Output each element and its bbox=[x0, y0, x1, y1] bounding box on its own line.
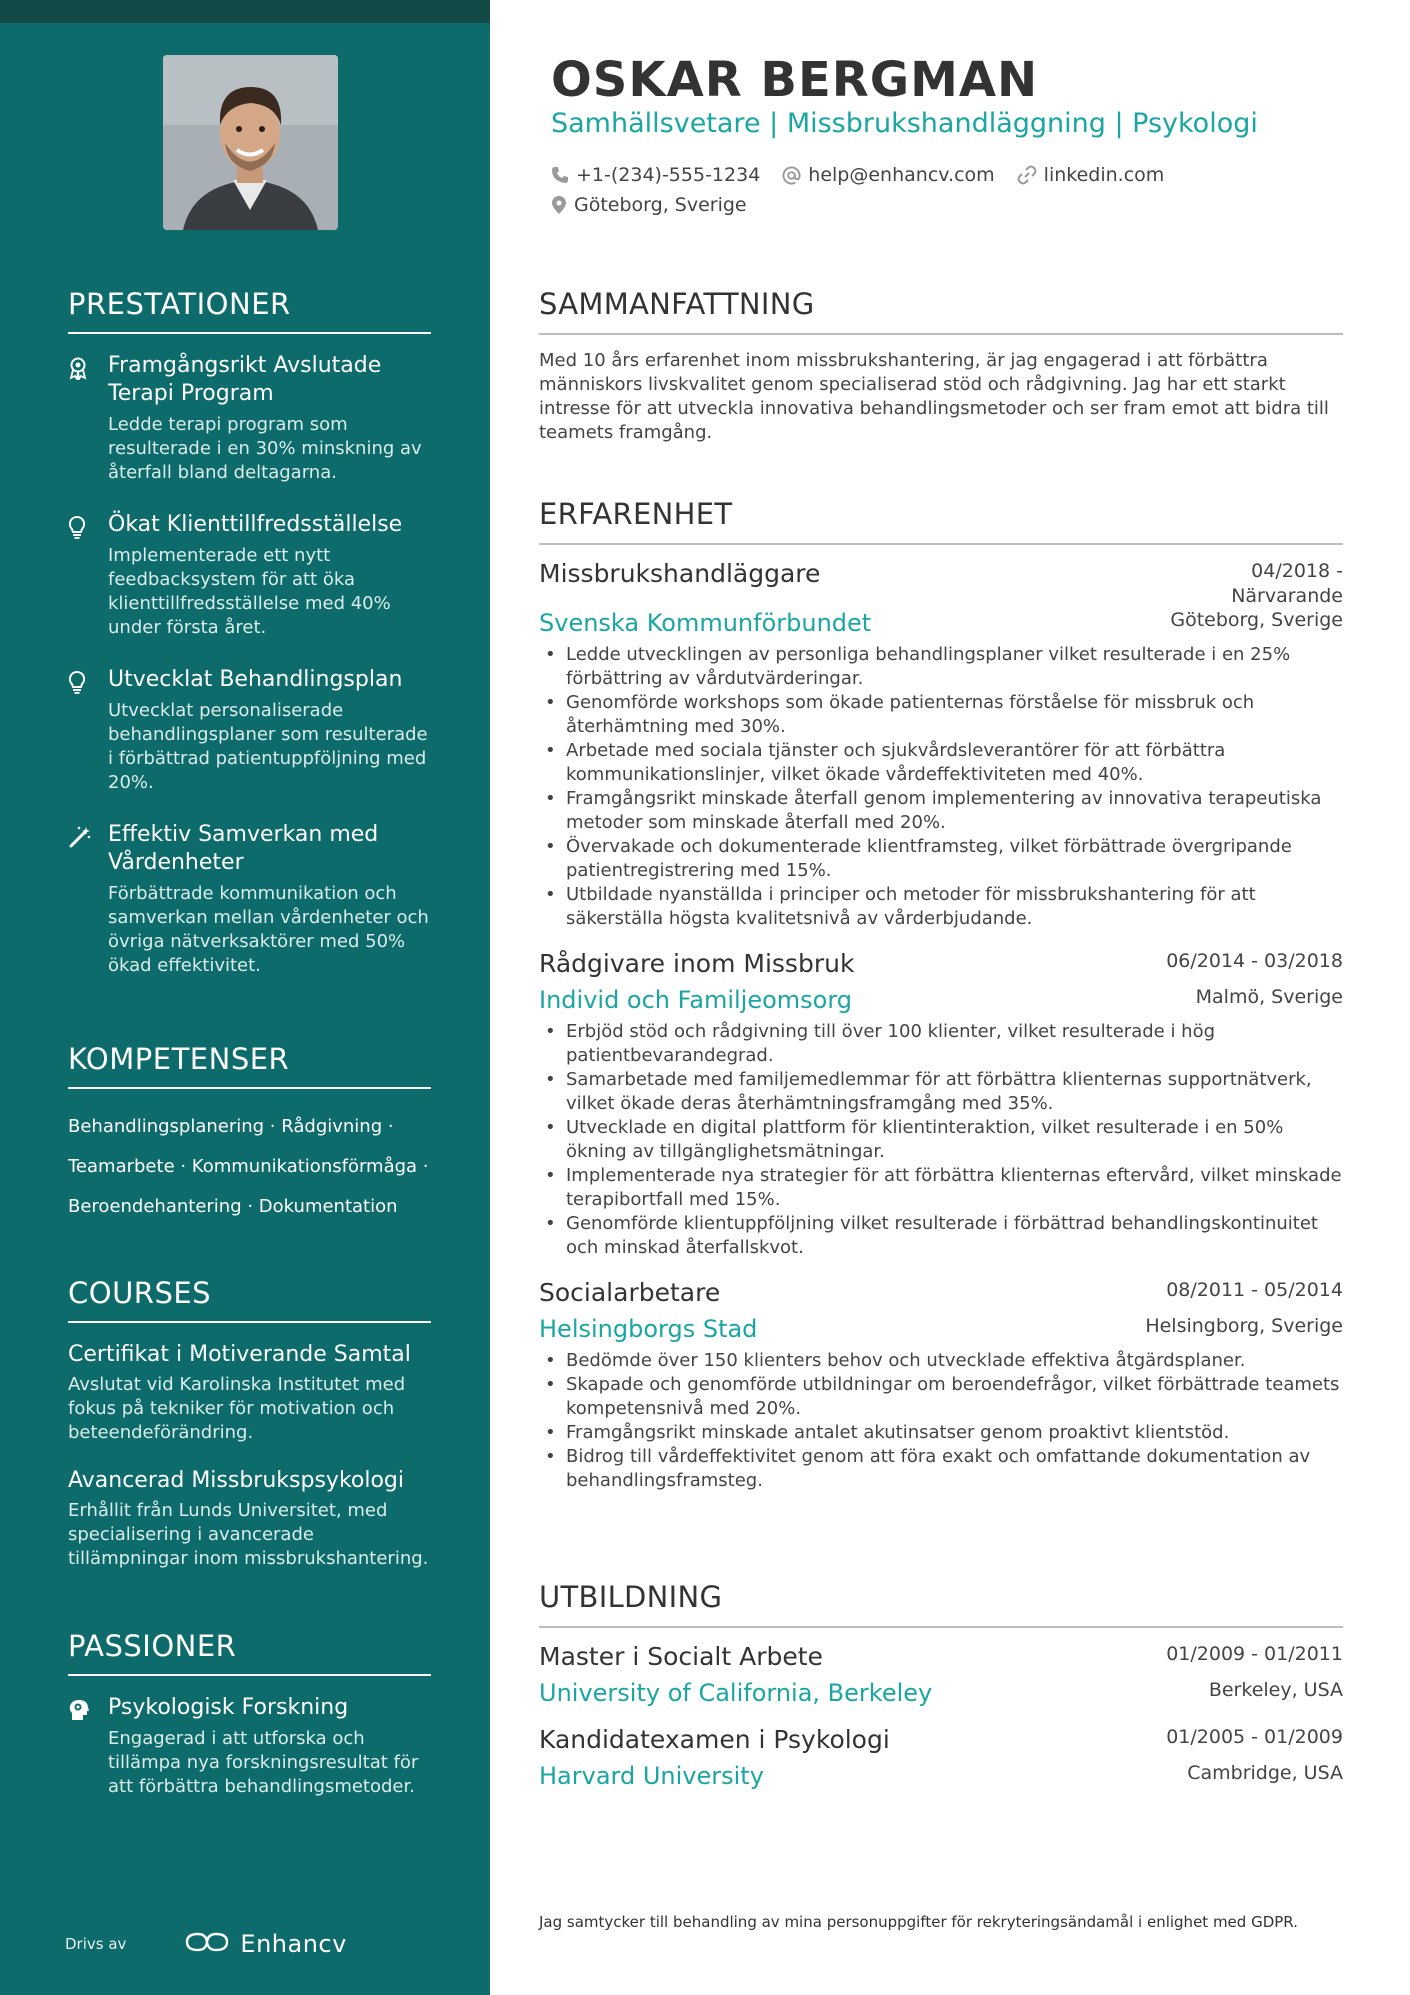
job-location: Malmö, Sverige bbox=[1195, 986, 1343, 1008]
job-bullet: • Framgångsrikt minskade antalet akutinsatser genom proaktivt klientstöd. bbox=[539, 1421, 1343, 1445]
job-date-start: 04/2018 - bbox=[1251, 560, 1343, 582]
head-brain-icon bbox=[68, 1694, 108, 1799]
job-bullets bbox=[539, 1020, 1343, 1260]
summary-text: Med 10 års erfarenhet inom missbrukshantering, är jag engagerad i att förbättra människors livskvalitet genom specialiserad stöd och rådgivning. Jag har ett starkt intresse för att utveckla innovativa behandlingsmetoder och ser fram emot att bidra till teamets framgång. bbox=[539, 350, 1329, 443]
job-bullet: • Erbjöd stöd och rådgivning till över 100 klienter, vilket resulterade i hög patientbevarandegrad. bbox=[539, 1020, 1343, 1068]
education-location: Berkeley, USA bbox=[1208, 1679, 1343, 1701]
education-entry bbox=[539, 1725, 1343, 1790]
link-icon bbox=[1017, 165, 1037, 185]
lightbulb-icon bbox=[68, 511, 108, 640]
summary-section bbox=[539, 287, 1343, 445]
job-date: 08/2011 - 05/2014 bbox=[1166, 1279, 1343, 1301]
job-organization: Helsingborgs Stad bbox=[539, 1315, 758, 1343]
phone-contact[interactable] bbox=[551, 164, 760, 186]
achievement-title: Ökat Klienttillfredsställelse bbox=[108, 512, 403, 537]
achievement-item bbox=[68, 666, 431, 795]
job-bullet: • Utvecklade en digital plattform för klientinteraktion, vilket resulterade i en 50% ökning av tillgänglighetsmätningar. bbox=[539, 1116, 1343, 1164]
achievements-title: PRESTATIONER bbox=[68, 287, 431, 334]
linkedin-contact[interactable] bbox=[1017, 164, 1165, 186]
education-school: Harvard University bbox=[539, 1762, 764, 1790]
candidate-name: OSKAR BERGMAN bbox=[551, 52, 1039, 108]
job-bullet: • Bedömde över 150 klienters behov och utvecklade effektiva åtgärdsplaner. bbox=[539, 1349, 1343, 1373]
skills-list bbox=[68, 1107, 431, 1227]
achievement-description: Utvecklat personaliserade behandlingsplaner som resulterade i förbättrad patientuppföljning med 20%. bbox=[108, 700, 428, 793]
job-location: Göteborg, Sverige bbox=[1170, 609, 1343, 631]
courses-title: COURSES bbox=[68, 1276, 431, 1323]
email-contact[interactable] bbox=[782, 164, 994, 186]
job-bullet: • Skapade och genomförde utbildningar om beroendefrågor, vilket förbättrade teamets kompetensnivå med 20%. bbox=[539, 1373, 1343, 1421]
sidebar-top-bar bbox=[0, 0, 490, 23]
skills-section bbox=[68, 1042, 431, 1227]
passions-title: PASSIONER bbox=[68, 1629, 431, 1676]
achievement-description: Ledde terapi program som resulterade i en 30% minskning av återfall bland deltagarna. bbox=[108, 414, 422, 483]
education-degree: Master i Socialt Arbete bbox=[539, 1642, 823, 1671]
skills-title: KOMPETENSER bbox=[68, 1042, 431, 1089]
course-title: Avancerad Missbrukspsykologi bbox=[68, 1468, 405, 1493]
job-role: Missbrukshandläggare bbox=[539, 559, 821, 588]
education-location: Cambridge, USA bbox=[1187, 1762, 1343, 1784]
job-role: Socialarbetare bbox=[539, 1278, 721, 1307]
education-date: 01/2005 - 01/2009 bbox=[1166, 1726, 1343, 1748]
experience-title: ERFARENHET bbox=[539, 497, 1343, 545]
job-bullet: • Bidrog till vårdeffektivitet genom att föra exakt och omfattande dokumentation av behandlingsframsteg. bbox=[539, 1445, 1343, 1493]
award-icon bbox=[68, 352, 108, 485]
education-degree: Kandidatexamen i Psykologi bbox=[539, 1725, 890, 1754]
achievement-description: Implementerade ett nytt feedbacksystem för att öka klienttillfredsställelse med 40% under första året. bbox=[108, 545, 391, 638]
courses-section bbox=[68, 1276, 431, 1593]
passion-title: Psykologisk Forskning bbox=[108, 1695, 349, 1720]
powered-by-label: Drivs av bbox=[65, 1935, 127, 1953]
skills-line: Behandlingsplanering · Rådgivning · bbox=[68, 1116, 394, 1137]
at-sign-icon bbox=[782, 166, 801, 185]
job-organization: Individ och Familjeomsorg bbox=[539, 986, 853, 1014]
job-entry bbox=[539, 1278, 1343, 1493]
achievement-title: Framgångsrikt Avslutade Terapi Program bbox=[108, 353, 382, 406]
passion-description: Engagerad i att utforska och tillämpa nya forskningsresultat för att förbättra behandlingsmetoder. bbox=[108, 1728, 419, 1797]
job-bullet: • Genomförde klientuppföljning vilket resulterade i förbättrad behandlingskontinuitet och minskad återfallskvot. bbox=[539, 1212, 1343, 1260]
location-text: Göteborg, Sverige bbox=[574, 194, 747, 216]
job-bullet: • Ledde utvecklingen av personliga behandlingsplaner vilket resulterade i en 25% förbättring av vårdutvärderingar. bbox=[539, 643, 1343, 691]
sidebar bbox=[0, 0, 490, 1995]
job-bullet: • Övervakade och dokumenterade klientframsteg, vilket förbättrade övergripande patientregistrering med 15%. bbox=[539, 835, 1343, 883]
email-address: help@enhancv.com bbox=[808, 164, 995, 186]
job-organization: Svenska Kommunförbundet bbox=[539, 609, 872, 637]
job-bullet: • Implementerade nya strategier för att förbättra klienternas eftervård, vilket minskade terapibortfall med 15%. bbox=[539, 1164, 1343, 1212]
job-date bbox=[1231, 559, 1343, 609]
job-bullet: • Arbetade med sociala tjänster och sjukvårdsleverantörer för att förbättra kommunikationslinjer, vilket ökade vårdeffektiviteten med 40%. bbox=[539, 739, 1343, 787]
skills-line: Teamarbete · Kommunikationsförmåga · bbox=[68, 1156, 429, 1177]
lightbulb-icon bbox=[68, 666, 108, 795]
location-pin-icon bbox=[551, 195, 567, 215]
magic-wand-icon bbox=[68, 821, 108, 978]
phone-number: +1-(234)-555-1234 bbox=[576, 164, 761, 186]
achievement-title: Utvecklat Behandlingsplan bbox=[108, 667, 403, 692]
achievement-title: Effektiv Samverkan med Vårdenheter bbox=[108, 822, 379, 875]
job-entry bbox=[539, 949, 1343, 1260]
powered-by bbox=[65, 1930, 347, 1958]
achievement-description: Förbättrade kommunikation och samverkan mellan vårdenheter och övriga nätverksaktörer med 50% ökad effektivitet. bbox=[108, 883, 429, 976]
job-bullet: • Samarbetade med familjemedlemmar för att förbättra klienternas supportnätverk, vilket ökade deras återhämtningsframgång med 35%. bbox=[539, 1068, 1343, 1116]
enhancv-brand: Enhancv bbox=[240, 1930, 347, 1958]
achievement-item bbox=[68, 511, 431, 640]
achievement-item bbox=[68, 821, 431, 978]
summary-title: SAMMANFATTNING bbox=[539, 287, 1343, 335]
education-section bbox=[539, 1580, 1343, 1808]
job-bullet: • Framgångsrikt minskade återfall genom implementering av innovativa terapeutiska metoder som minskade återfall med 20%. bbox=[539, 787, 1343, 835]
candidate-headline: Samhällsvetare | Missbrukshandläggning | Psykologi bbox=[551, 108, 1258, 139]
job-date: 06/2014 - 03/2018 bbox=[1166, 950, 1343, 972]
education-school: University of California, Berkeley bbox=[539, 1679, 933, 1707]
contact-info bbox=[551, 160, 1186, 220]
linkedin-url: linkedin.com bbox=[1043, 164, 1165, 186]
enhancv-logo-icon bbox=[184, 1930, 230, 1958]
experience-section bbox=[539, 497, 1343, 1511]
job-bullet: • Utbildade nyanställda i principer och metoder för missbrukshantering för att säkerställa högsta kvalitetsnivå av vårderbjudande. bbox=[539, 883, 1343, 931]
passions-section bbox=[68, 1629, 431, 1825]
passion-item bbox=[68, 1694, 431, 1799]
course-description: Avslutat vid Karolinska Institutet med fokus på tekniker för motivation och beteendeförändring. bbox=[68, 1374, 406, 1443]
job-bullet: • Genomförde workshops som ökade patienternas förståelse för missbruk och återhämtning med 30%. bbox=[539, 691, 1343, 739]
education-title: UTBILDNING bbox=[539, 1580, 1343, 1628]
education-date: 01/2009 - 01/2011 bbox=[1166, 1643, 1343, 1665]
job-date-end: Närvarande bbox=[1231, 585, 1343, 607]
job-entry bbox=[539, 559, 1343, 931]
job-bullets bbox=[539, 1349, 1343, 1493]
course-title: Certifikat i Motiverande Samtal bbox=[68, 1342, 411, 1367]
job-bullets bbox=[539, 643, 1343, 931]
job-location: Helsingborg, Sverige bbox=[1145, 1315, 1343, 1337]
achievement-item bbox=[68, 352, 431, 485]
course-description: Erhållit från Lunds Universitet, med specialisering i avancerade tillämpningar inom missbrukshantering. bbox=[68, 1500, 429, 1569]
phone-icon bbox=[551, 166, 569, 184]
education-entry bbox=[539, 1642, 1343, 1707]
profile-photo bbox=[163, 55, 338, 230]
skills-line: Beroendehantering · Dokumentation bbox=[68, 1196, 398, 1217]
location-contact bbox=[551, 194, 747, 216]
gdpr-consent: Jag samtycker till behandling av mina personuppgifter för rekryteringsändamål i enlighet med GDPR. bbox=[539, 1913, 1298, 1931]
achievements-section bbox=[68, 287, 431, 1004]
job-role: Rådgivare inom Missbruk bbox=[539, 949, 855, 978]
